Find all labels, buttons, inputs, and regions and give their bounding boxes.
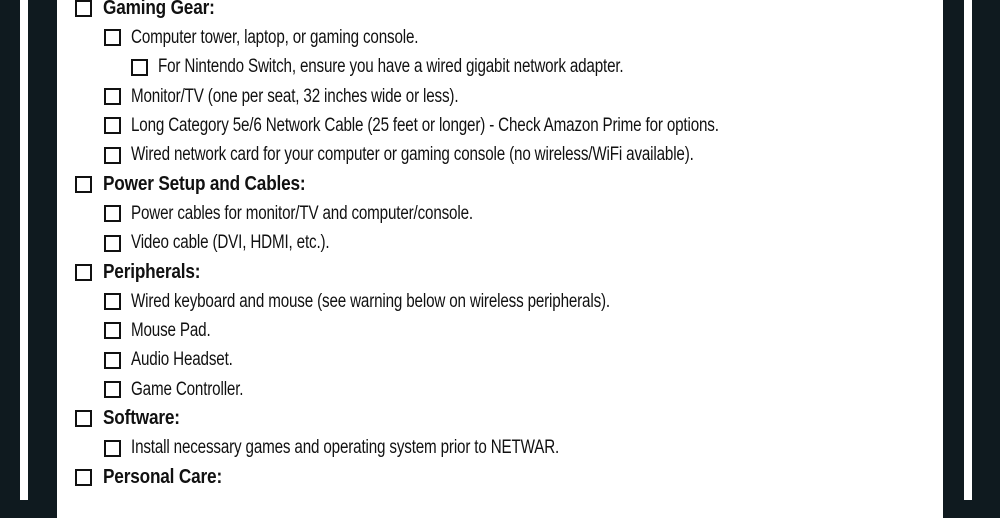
checklist-item-label: Power cables for monitor/TV and computer/console. bbox=[131, 202, 473, 224]
checkbox[interactable] bbox=[104, 293, 121, 310]
checklist-item bbox=[75, 375, 935, 404]
section-header bbox=[75, 404, 935, 433]
checklist-item-label: Wired keyboard and mouse (see warning below on wireless peripherals). bbox=[131, 290, 610, 312]
section-header bbox=[75, 170, 935, 199]
checklist-item bbox=[75, 140, 935, 169]
frame-stripe-right bbox=[964, 0, 972, 500]
checklist-item-label: Mouse Pad. bbox=[131, 319, 211, 341]
checkbox[interactable] bbox=[104, 88, 121, 105]
checkbox[interactable] bbox=[104, 322, 121, 339]
checklist-item-label: Game Controller. bbox=[131, 378, 244, 400]
section-heading: Software: bbox=[103, 407, 180, 430]
checklist-item bbox=[75, 346, 935, 375]
section-heading: Peripherals: bbox=[103, 260, 201, 283]
section-header bbox=[75, 258, 935, 287]
checkbox[interactable] bbox=[104, 117, 121, 134]
checkbox[interactable] bbox=[75, 264, 92, 281]
checkbox[interactable] bbox=[104, 440, 121, 457]
checkbox[interactable] bbox=[75, 469, 92, 486]
checkbox[interactable] bbox=[104, 352, 121, 369]
checklist-item bbox=[75, 433, 935, 462]
checklist-item bbox=[75, 111, 935, 140]
checklist-item bbox=[75, 23, 935, 52]
checkbox[interactable] bbox=[104, 29, 121, 46]
checkbox[interactable] bbox=[104, 235, 121, 252]
section-header bbox=[75, 463, 935, 492]
checklist-subitem bbox=[75, 53, 935, 82]
frame-stripe-left bbox=[20, 0, 28, 500]
checkbox[interactable] bbox=[75, 176, 92, 193]
checklist-item-label: For Nintendo Switch, ensure you have a wired gigabit network adapter. bbox=[158, 56, 624, 78]
checkbox[interactable] bbox=[104, 381, 121, 398]
section-heading: Gaming Gear: bbox=[103, 0, 215, 20]
checkbox[interactable] bbox=[104, 205, 121, 222]
section-header bbox=[75, 0, 935, 23]
checklist-item-label: Audio Headset. bbox=[131, 349, 233, 371]
section-heading: Power Setup and Cables: bbox=[103, 172, 306, 195]
checkbox[interactable] bbox=[104, 147, 121, 164]
checkbox[interactable] bbox=[75, 0, 92, 17]
checklist-item bbox=[75, 82, 935, 111]
checklist-item-label: Video cable (DVI, HDMI, etc.). bbox=[131, 232, 330, 254]
checklist-item bbox=[75, 287, 935, 316]
checklist-item-label: Computer tower, laptop, or gaming console. bbox=[131, 26, 419, 48]
checklist-item-label: Wired network card for your computer or gaming console (no wireless/WiFi available). bbox=[131, 144, 694, 166]
checklist-item-label: Monitor/TV (one per seat, 32 inches wide or less). bbox=[131, 85, 459, 107]
checklist bbox=[75, 0, 935, 492]
checklist-item bbox=[75, 228, 935, 257]
checklist-item-label: Long Category 5e/6 Network Cable (25 feet or longer) - Check Amazon Prime for options. bbox=[131, 114, 719, 136]
checklist-item-label: Install necessary games and operating system prior to NETWAR. bbox=[131, 437, 560, 459]
checkbox[interactable] bbox=[131, 59, 148, 76]
section-heading: Personal Care: bbox=[103, 465, 223, 488]
checklist-item bbox=[75, 316, 935, 345]
checkbox[interactable] bbox=[75, 410, 92, 427]
checklist-item bbox=[75, 199, 935, 228]
